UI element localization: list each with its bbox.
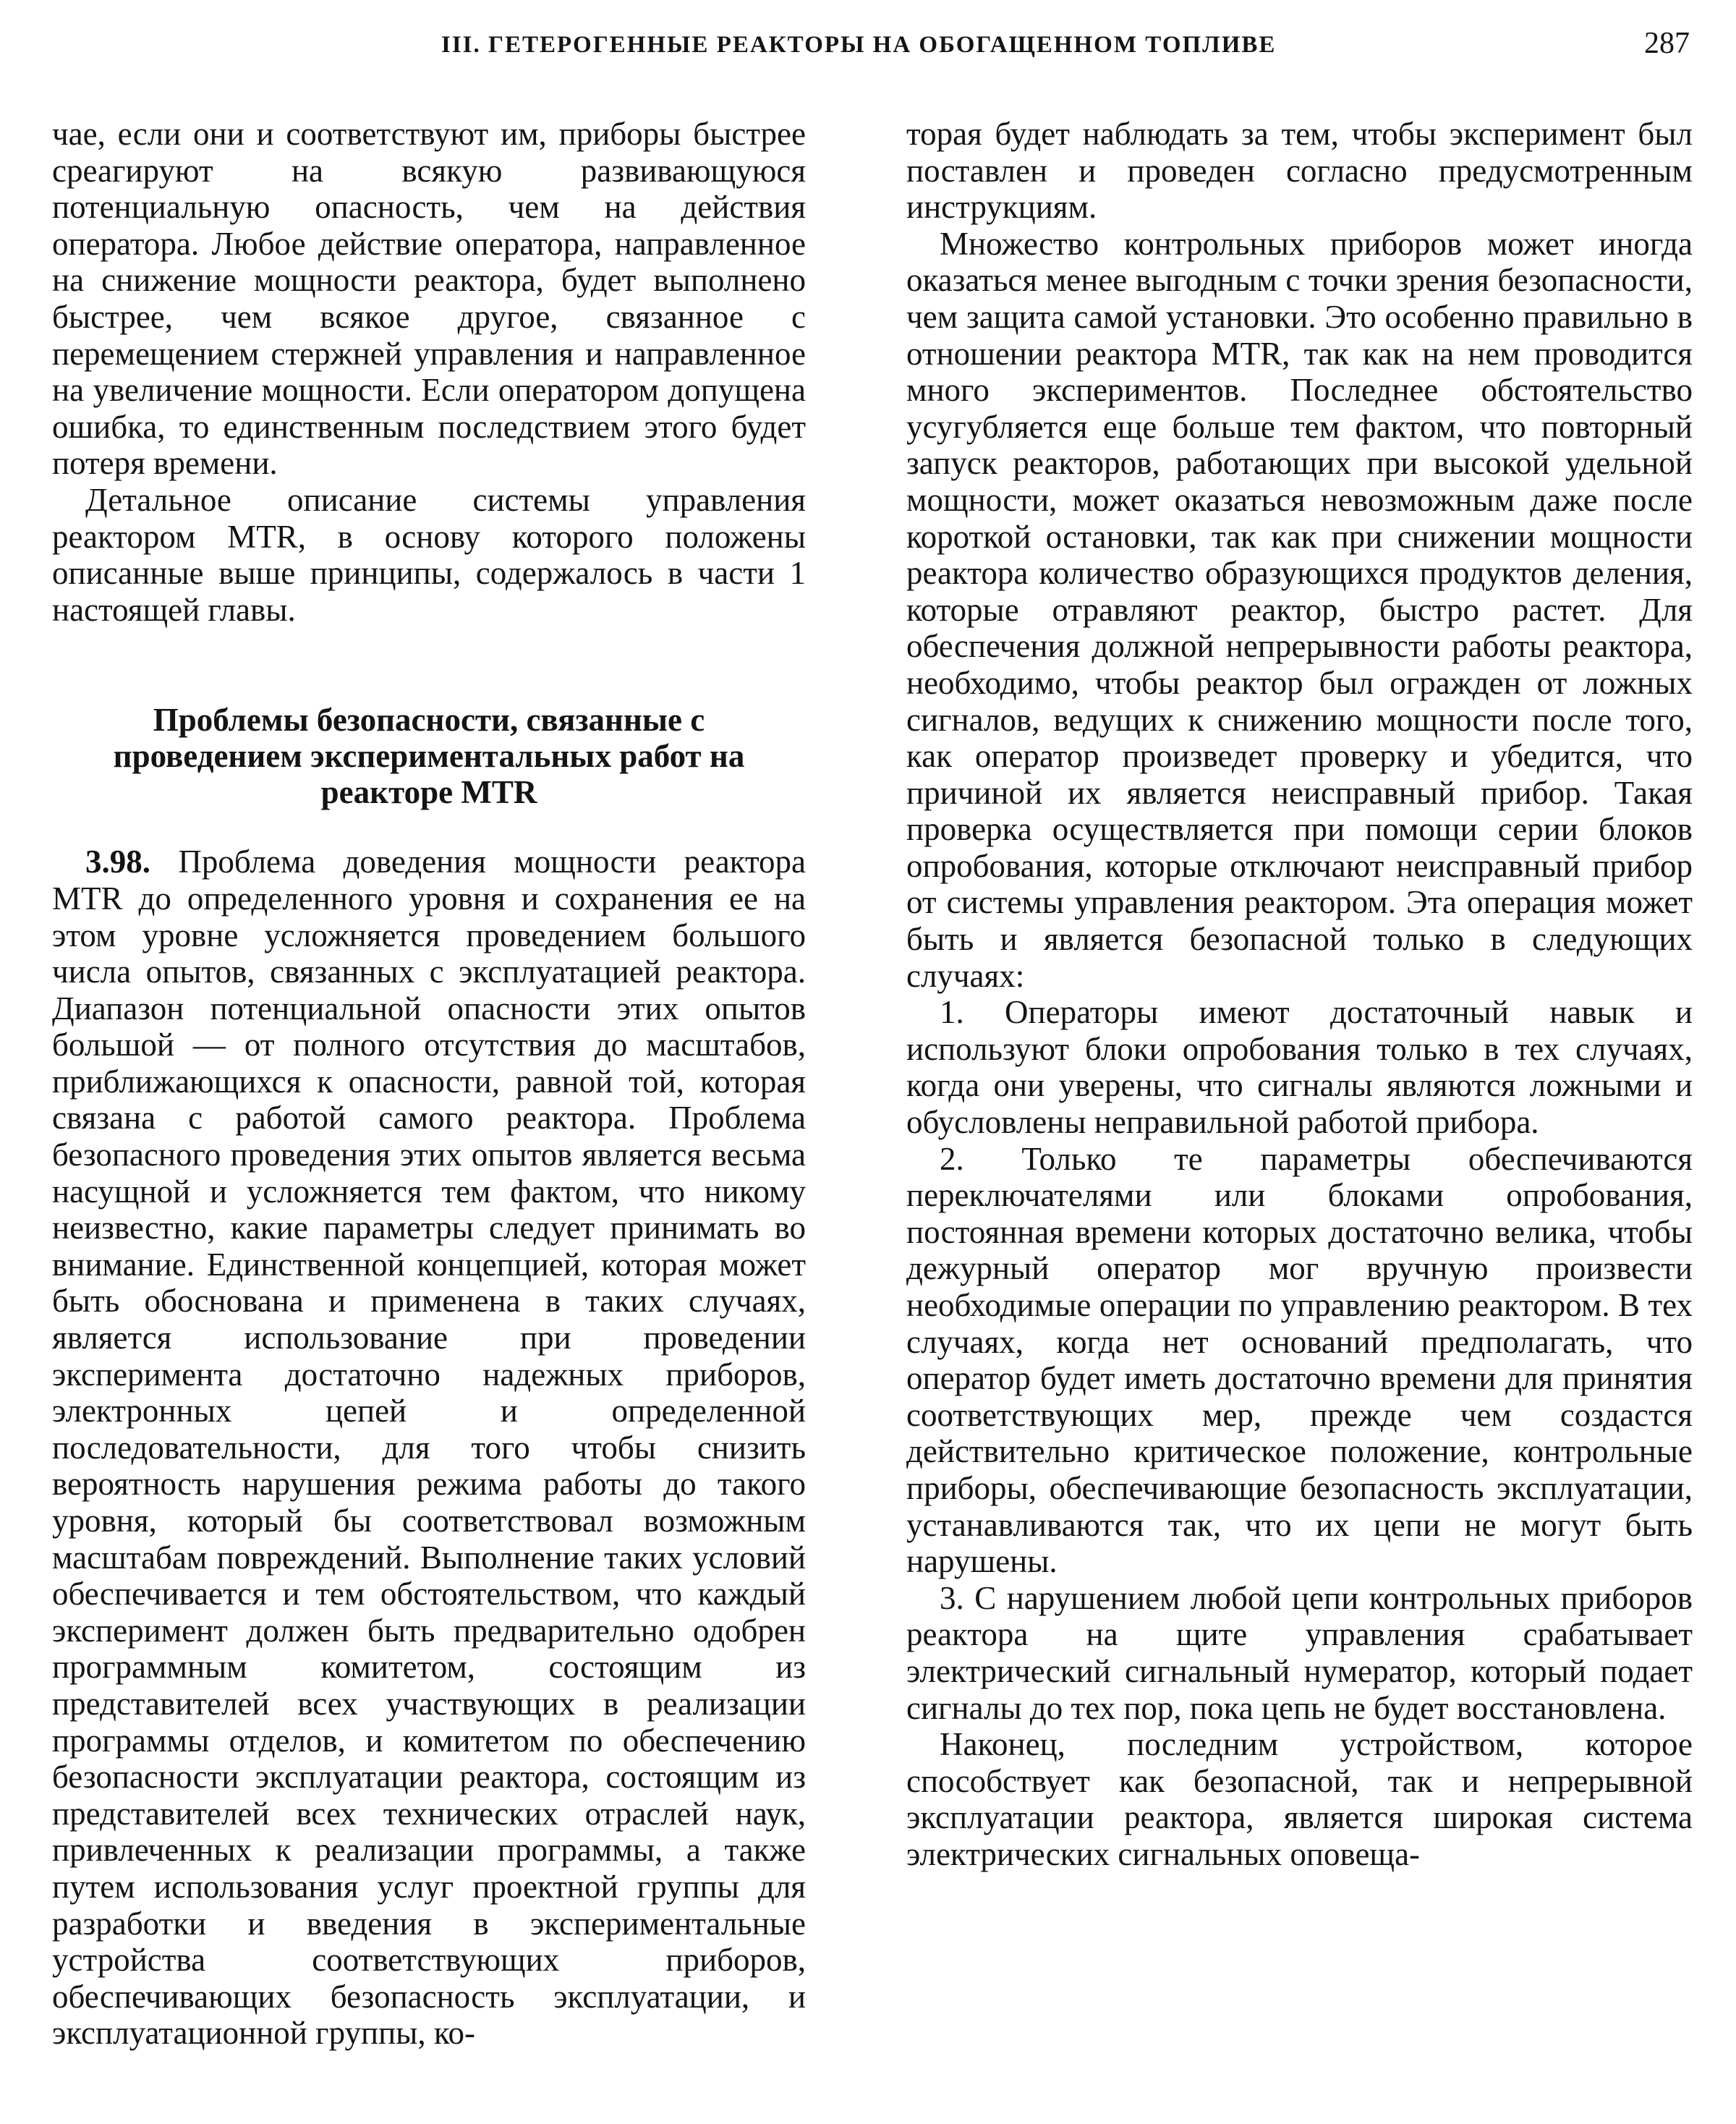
running-head: [0, 26, 1736, 69]
right-column: [906, 116, 1693, 1873]
paragraph-continuation: торая будет наблюдать за тем, чтобы эксперимент был поставлен и проведен согласно предусмотренным инструкциям.: [906, 116, 1693, 226]
paragraph-control-system: Детальное описание системы управления реактором MTR, в основу которого положены описанные выше принципы, содержалось в части 1 настоящей главы.: [52, 481, 806, 628]
paragraph-3-98: [52, 844, 806, 2052]
conditions-list: [906, 994, 1693, 1726]
list-item: 2. Только те параметры обеспечиваются переключателями или блоками опробования, постоянная времени которых достаточно велика, чтобы дежурный оператор мог вручную произвести необходимые операции по управлению реактором. В тех случаях, когда нет оснований предполагать, что оператор будет иметь достаточно времени для принятия соответствующих мер, прежде чем создастся действительно критическое положение, контрольные приборы, обеспечивающие безопасность эксплуатации, устанавливаются так, что их цепи не могут быть нарушены.: [906, 1140, 1693, 1580]
running-title: III. ГЕТЕРОГЕННЫЕ РЕАКТОРЫ НА ОБОГАЩЕННОМ ТОПЛИВЕ: [441, 32, 1277, 58]
section-heading: Проблемы безопасности, связанные с проведением экспериментальных работ на реакторе MTR: [113, 702, 745, 811]
list-item: 3. С нарушением любой цепи контрольных приборов реактора на щите управления срабатывает электрический сигнальный нумератор, который подает сигналы до тех пор, пока цепь не будет восстановлена.: [906, 1579, 1693, 1726]
list-item: 1. Операторы имеют достаточный навык и используют блоки опробования только в тех случаях, когда они уверены, что сигналы являются ложными и обусловлены неправильной работой прибора.: [906, 994, 1693, 1141]
paragraph-continuation: чае, если они и соответствуют им, приборы быстрее среагируют на всякую развивающуюся потенциальную опасность, чем на действия оператора. Любое действие оператора, направленное на снижение мощности реактора, будет выполнено быстрее, чем всякое другое, связанное с перемещением стержней управления и направленное на увеличение мощности. Если оператором допущена ошибка, то единственным последствием этого будет потеря времени.: [52, 116, 806, 482]
page-number: 287: [1644, 27, 1690, 60]
paragraph-final: Наконец, последним устройством, которое способствует как безопасной, так и непрерывной эксплуатации реактора, является широкая система электрических сигнальных оповеща-: [906, 1726, 1693, 1872]
section-number: 3.98.: [85, 844, 150, 880]
paragraph-instruments: Множество контрольных приборов может иногда оказаться менее выгодным с точки зрения безопасности, чем защита самой установки. Это особенно правильно в отношении реактора MTR, так как на нем проводится много экспериментов. Последнее обстоятельство усугубляется еще больше тем фактом, что повторный запуск реакторов, работающих при высокой удельной мощности, может оказаться невозможным даже после короткой остановки, так как при снижении мощности реактора количество образующихся продуктов деления, которые отравляют реактор, быстро растет. Для обеспечения должной непрерывности работы реактора, необходимо, чтобы реактор был огражден от ложных сигналов, ведущих к снижению мощности после того, как оператор произведет проверку и убедится, что причиной их является неисправный прибор. Такая проверка осуществляется при помощи серии блоков опробования, которые отключают неисправный прибор от системы управления реактором. Эта операция может быть и является безопасной только в следующих случаях:: [906, 225, 1693, 994]
left-column: [52, 116, 806, 2052]
paragraph-3-98-text: Проблема доведения мощности реактора MTR до определенного уровня и сохранения ее на этом уровне усложняется проведением большого числа опытов, связанных с эксплуатацией реактора. Диапазон потенциальной опасности этих опытов большой — от полного отсутствия до масштабов, приближающихся к опасности, равной той, которая связана с работой самого реактора. Проблема безопасного проведения этих опытов является весьма насущной и усложняется тем фактом, что никому неизвестно, какие параметры следует принимать во внимание. Единственной концепцией, которая может быть обоснована и применена в таких случаях, является использование при проведении эксперимента достаточно надежных приборов, электронных цепей и определенной последовательности, для того чтобы снизить вероятность нарушения режима работы до такого уровня, который бы соответствовал возможным масштабам повреждений. Выполнение таких условий обеспечивается и тем обстоятельством, что каждый эксперимент должен быть предварительно одобрен программным комитетом, состоящим из представителей всех участвующих в реализации программы отделов, и комитетом по обеспечению безопасности эксплуатации реактора, состоящим из представителей всех технических отраслей наук, привлеченных к реализации программы, а также путем использования услуг проектной группы для разработки и введения в экспериментальные устройства соответствующих приборов, обеспечивающих безопасность эксплуатации, и эксплуатационной группы, ко-: [52, 844, 806, 2052]
